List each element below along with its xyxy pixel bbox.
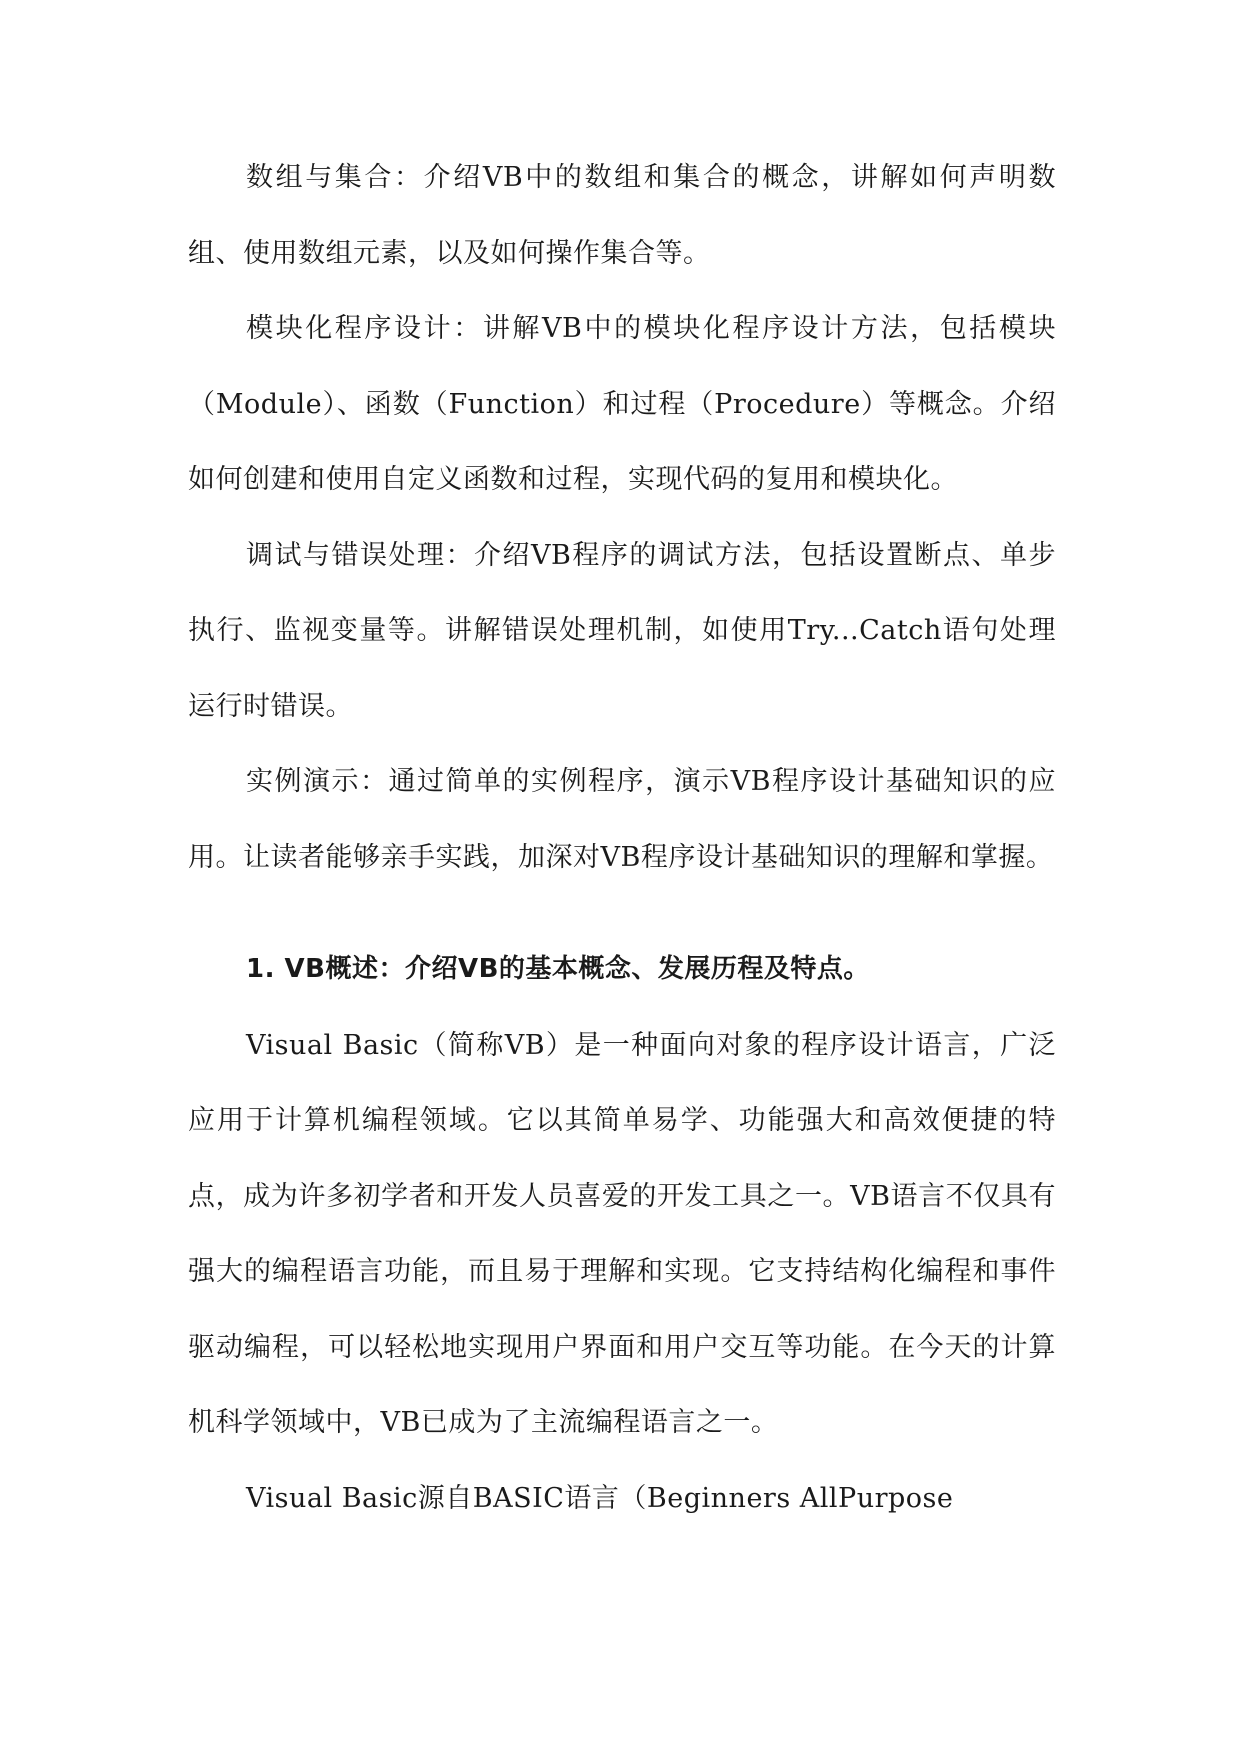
paragraph-examples: 实例演示：通过简单的实例程序，演示VB程序设计基础知识的应用。让读者能够亲手实践，加深对VB程序设计基础知识的理解和掌握。 xyxy=(188,766,1056,873)
paragraph-debugging: 调试与错误处理：介绍VB程序的调试方法，包括设置断点、单步执行、监视变量等。讲解错误处理机制，如使用Try...Catch语句处理运行时错误。 xyxy=(188,539,1056,722)
document-body xyxy=(188,140,1056,1536)
paragraph-vb-overview: Visual Basic（简称VB）是一种面向对象的程序设计语言，广泛应用于计算机编程领域。它以其简单易学、功能强大和高效便捷的特点，成为许多初学者和开发人员喜爱的开发工具之一。VB语言不仅具有强大的编程语言功能，而且易于理解和实现。它支持结构化编程和事件驱动编程，可以轻松地实现用户界面和用户交互等功能。在今天的计算机科学领域中，VB已成为了主流编程语言之一。 xyxy=(188,1029,1056,1438)
paragraph-modular-programming: 模块化程序设计：讲解VB中的模块化程序设计方法，包括模块（Module）、函数（Function）和过程（Procedure）等概念。介绍如何创建和使用自定义函数和过程，实现代码的复用和模块化。 xyxy=(188,313,1056,495)
section-heading: 1. VB概述：介绍VB的基本概念、发展历程及特点。 xyxy=(246,954,870,984)
paragraph-arrays-collections: 数组与集合：介绍VB中的数组和集合的概念，讲解如何声明数组、使用数组元素，以及如何操作集合等。 xyxy=(188,162,1056,269)
paragraph-vb-origin: Visual Basic源自BASIC语言（Beginners AllPurpose xyxy=(246,1482,954,1514)
